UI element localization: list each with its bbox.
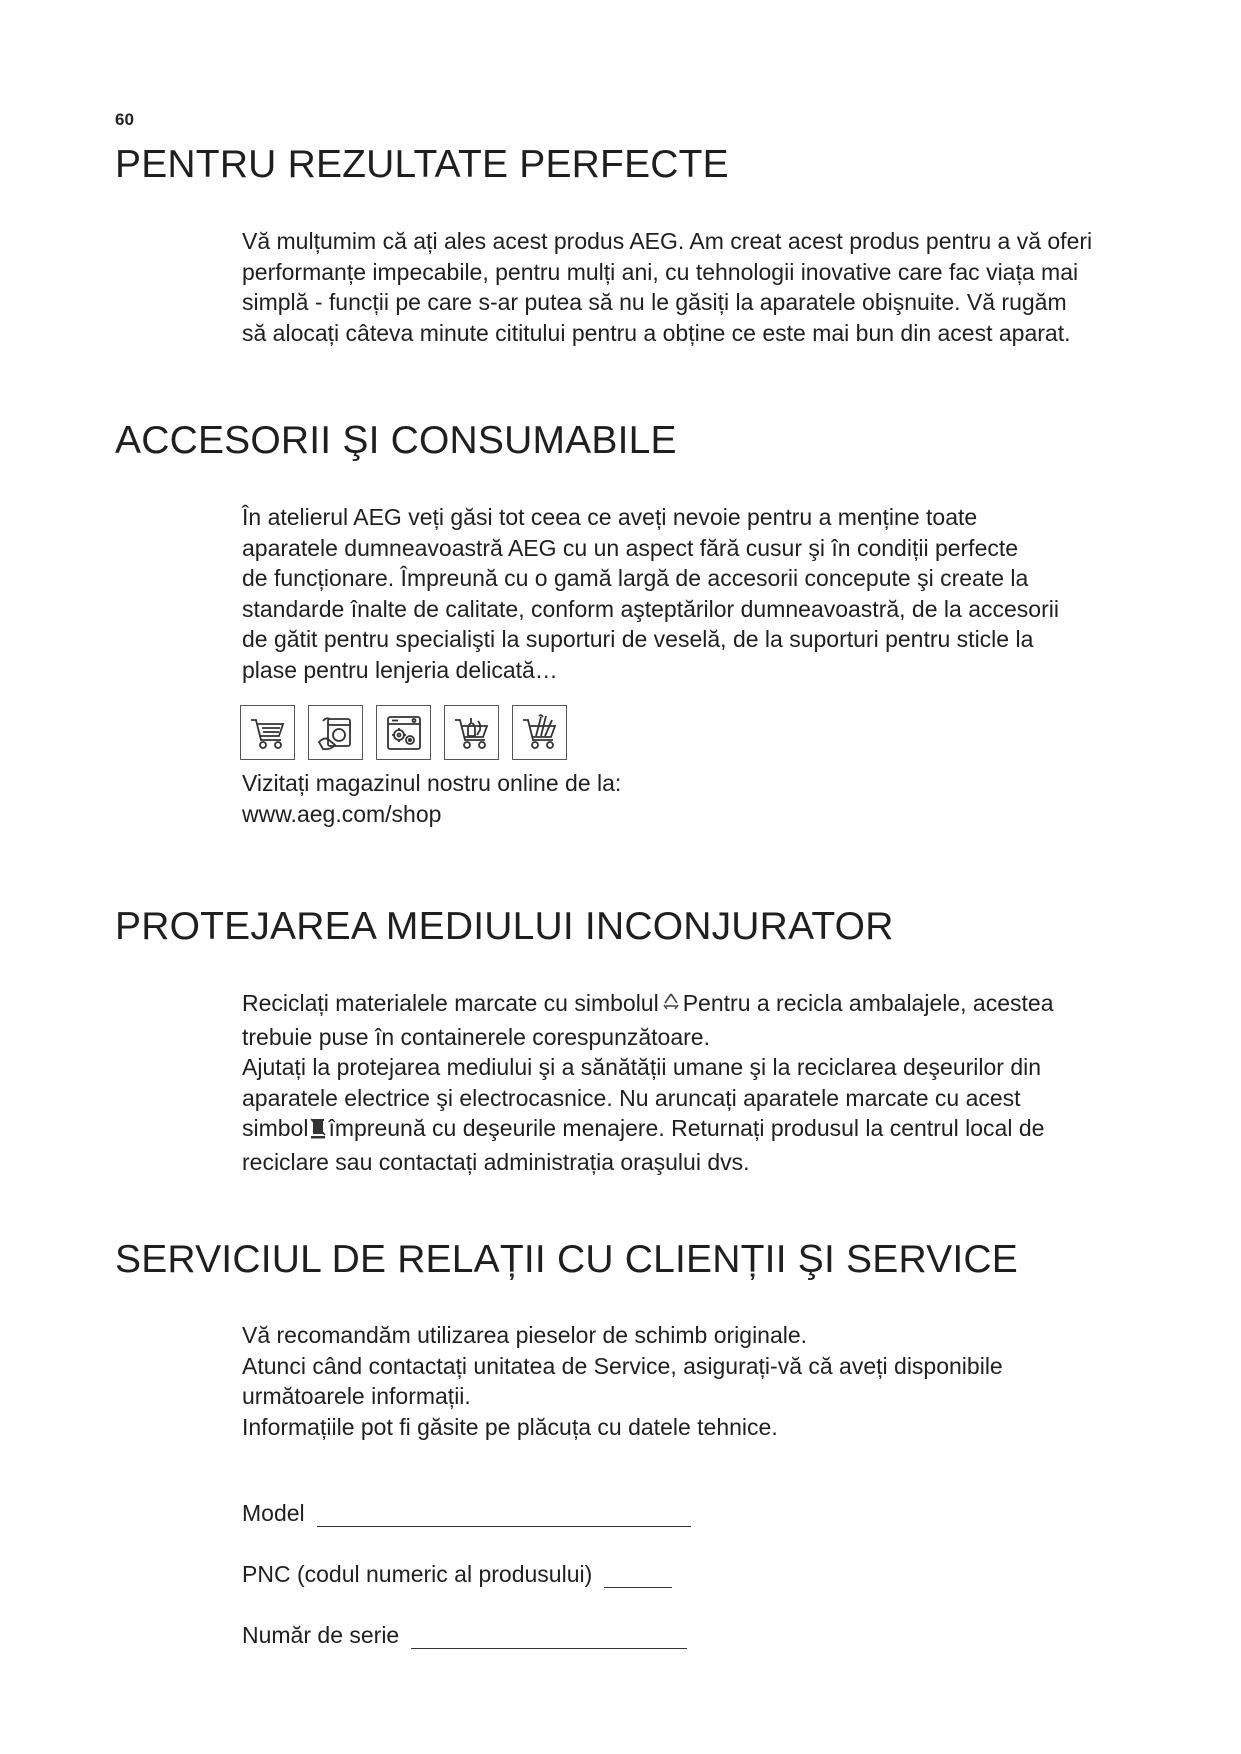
appliance-gears-icon: [376, 705, 431, 760]
text-segment: Reciclați materialele marcate cu simbolul: [242, 990, 659, 1016]
pnc-label: PNC (codul numeric al produsului): [242, 1561, 593, 1587]
model-blank-line: [317, 1504, 691, 1527]
text-line: simplă - funcții pe care s-ar putea să nu le găsiți la aparatele obişnuite. Vă rugăm: [242, 289, 1067, 315]
text-line: să alocați câteva minute cititului pentru a obține ce este mai bun din acest aparat.: [242, 319, 1071, 346]
washing-machine-hand-icon: [308, 705, 363, 760]
shop-icons-row: [240, 705, 567, 760]
text-line: aparatele dumneavoastră AEG cu un aspect fără cusur şi în condiții perfecte: [242, 534, 1019, 561]
text-segment: simbol: [242, 1115, 309, 1141]
text-line: trebuie puse în containerele corespunzătoare.: [242, 1023, 710, 1050]
shopping-cart-icon: [240, 705, 295, 760]
service-paragraph: [242, 1320, 1182, 1442]
model-field: [242, 1500, 691, 1527]
heading-accessories: ACCESORII ŞI CONSUMABILE: [115, 419, 677, 462]
recycle-symbol-icon: [661, 991, 681, 1022]
cart-bottles-icon: [444, 705, 499, 760]
text-line: de funcționare. Împreună cu o gamă largă de accesorii concepute şi create la: [242, 565, 1029, 591]
text-line: Atunci când contactați unitatea de Service, asigurați-vă că aveți disponibile: [242, 1352, 1003, 1379]
text-line: Informațiile pot fi găsite pe plăcuța cu datele tehnice.: [242, 1413, 778, 1440]
pnc-blank-line: [604, 1565, 672, 1588]
text-line: Ajutați la protejarea mediului şi a sănătății umane şi la reciclarea deşeurilor din: [242, 1054, 1042, 1080]
cart-tools-icon: [512, 705, 567, 760]
crossed-bin-symbol-icon: [310, 1116, 326, 1147]
serial-label: Număr de serie: [242, 1622, 400, 1648]
serial-field: [242, 1622, 687, 1649]
page-number: 60: [115, 110, 134, 129]
text-line: reciclare sau contactați administrația oraşului dvs.: [242, 1148, 750, 1175]
visit-text: Vizitați magazinul nostru online de la:: [242, 770, 622, 796]
heading-environment: PROTEJAREA MEDIULUI INCONJURATOR: [115, 905, 894, 948]
text-segment: Pentru a recicla ambalajele, acestea: [682, 990, 1054, 1016]
text-line: În atelierul AEG veți găsi tot ceea ce aveți nevoie pentru a menține toate: [242, 504, 978, 530]
text-line: performanțe impecabile, pentru mulți ani, cu tehnologii inovative care fac viața mai: [242, 258, 1079, 285]
shop-url-link[interactable]: www.aeg.com/shop: [242, 800, 442, 827]
text-line: Vă recomandăm utilizarea pieselor de schimb originale.: [242, 1322, 808, 1348]
text-line: [242, 988, 1182, 1022]
shop-visit-block: [242, 768, 1182, 829]
text-segment: împreună cu deşeurile menajere. Returnați produsul la centrul local de: [328, 1115, 1045, 1141]
heading-customer-service: SERVICIUL DE RELAȚII CU CLIENȚII ŞI SERVICE: [115, 1238, 1018, 1281]
pnc-field: [242, 1561, 672, 1588]
text-line: de gătit pentru specialişti la suporturi de veselă, de la suporturi pentru sticle la: [242, 626, 1034, 652]
model-label: Model: [242, 1500, 305, 1526]
text-line: standarde înalte de calitate, conform aşteptărilor dumneavoastră, de la accesorii: [242, 595, 1059, 622]
intro-paragraph: [242, 226, 1182, 348]
text-line: [242, 1113, 1182, 1147]
environment-paragraph: [242, 988, 1182, 1177]
text-line: aparatele electrice şi electrocasnice. Nu aruncați aparatele marcate cu acest: [242, 1084, 1021, 1111]
accessories-paragraph: [242, 502, 1182, 685]
text-line: următoarele informații.: [242, 1383, 471, 1409]
text-line: Vă mulțumim că ați ales acest produs AEG. Am creat acest produs pentru a vă oferi: [242, 228, 1093, 254]
serial-blank-line: [411, 1626, 687, 1649]
heading-perfect-results: PENTRU REZULTATE PERFECTE: [115, 143, 729, 186]
text-line: plase pentru lenjeria delicată…: [242, 656, 558, 683]
